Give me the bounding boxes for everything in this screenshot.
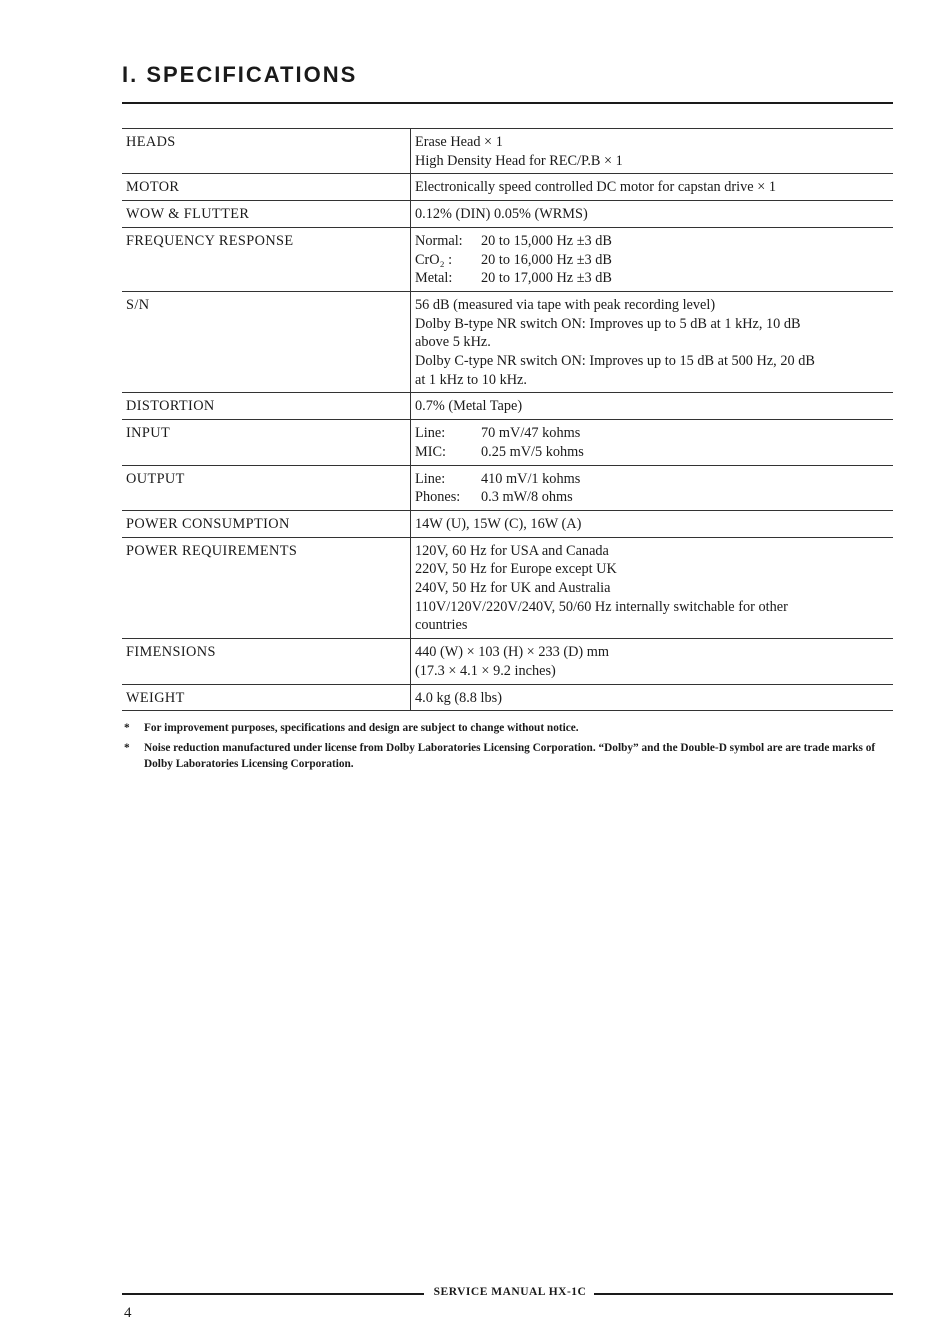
- spec-value: [411, 227, 894, 291]
- spec-row: [122, 227, 893, 291]
- spec-row: [122, 174, 893, 201]
- spec-row: [122, 201, 893, 228]
- spec-row: [122, 129, 893, 174]
- spec-value-key: Line:: [415, 470, 446, 487]
- spec-value-text: 410 mV/1 kohms: [481, 470, 581, 487]
- spec-label: DISTORTION: [122, 393, 411, 420]
- spec-label: FIMENSIONS: [122, 639, 411, 684]
- footer-rule-right: [594, 1293, 893, 1295]
- spec-row: [122, 537, 893, 639]
- spec-row: [122, 393, 893, 420]
- spec-value-key: Phones:: [415, 489, 461, 506]
- spec-value-text: 70 mV/47 kohms: [481, 425, 581, 442]
- spec-label: INPUT: [122, 420, 411, 465]
- spec-value-text: 0.3 mW/8 ohms: [481, 489, 573, 506]
- spec-value-key: Line:: [415, 425, 446, 442]
- spec-label: MOTOR: [122, 174, 411, 201]
- spec-row: [122, 465, 893, 510]
- spec-value-line: 440 (W) × 103 (H) × 233 (D) mm: [415, 644, 610, 661]
- spec-value-line: [415, 424, 889, 443]
- spec-value: [411, 291, 894, 393]
- spec-value: [411, 684, 894, 711]
- spec-value-line: countries: [415, 617, 468, 634]
- spec-label: POWER REQUIREMENTS: [122, 537, 411, 639]
- spec-row: [122, 420, 893, 465]
- spec-label: WOW & FLUTTER: [122, 201, 411, 228]
- spec-row: [122, 639, 893, 684]
- footnote-text: For improvement purposes, specifications and design are subject to change without notice.: [144, 722, 579, 734]
- spec-value: [411, 129, 894, 174]
- spec-value-line: [415, 488, 889, 507]
- spec-value: [411, 201, 894, 228]
- page-number: 4: [124, 1305, 132, 1321]
- section-title: I. SPECIFICATIONS: [122, 62, 358, 87]
- spec-row: [122, 291, 893, 393]
- spec-value-line: above 5 kHz.: [415, 334, 491, 351]
- footnote: [124, 720, 894, 736]
- spec-value-line: 56 dB (measured via tape with peak recording level): [415, 296, 716, 313]
- spec-label: FREQUENCY RESPONSE: [122, 227, 411, 291]
- spec-value-line: [415, 232, 889, 251]
- spec-value: [411, 465, 894, 510]
- spec-value-text: 20 to 15,000 Hz ±3 dB: [481, 232, 612, 249]
- spec-value-text: 20 to 16,000 Hz ±3 dB: [481, 251, 612, 268]
- page-footer: [122, 1285, 893, 1303]
- spec-value-line: [415, 470, 889, 489]
- spec-value-line: Electronically speed controlled DC motor for capstan drive × 1: [415, 179, 777, 196]
- spec-value-line: 0.12% (DIN) 0.05% (WRMS): [415, 206, 588, 223]
- spec-label: OUTPUT: [122, 465, 411, 510]
- spec-value-line: Erase Head × 1: [415, 134, 503, 150]
- spec-value-line: [415, 251, 889, 270]
- spec-value-line: 110V/120V/220V/240V, 50/60 Hz internally switchable for other: [415, 598, 788, 615]
- spec-value-key: Normal:: [415, 232, 463, 249]
- spec-value-line: [415, 443, 889, 462]
- spec-value-line: 4.0 kg (8.8 lbs): [415, 689, 502, 706]
- spec-value-line: Dolby B-type NR switch ON: Improves up to 5 dB at 1 kHz, 10 dB: [415, 315, 801, 332]
- spec-value-line: 0.7% (Metal Tape): [415, 398, 523, 415]
- spec-value-line: Dolby C-type NR switch ON: Improves up to 15 dB at 500 Hz, 20 dB: [415, 353, 815, 370]
- footnotes: [124, 720, 894, 776]
- footer-title: SERVICE MANUAL HX-1C: [433, 1286, 587, 1298]
- footnote: [124, 740, 894, 772]
- spec-value: [411, 537, 894, 639]
- spec-label: S/N: [122, 291, 411, 393]
- spec-row: [122, 510, 893, 537]
- spec-value-line: 120V, 60 Hz for USA and Canada: [415, 542, 609, 559]
- spec-row: [122, 684, 893, 711]
- spec-value: [411, 639, 894, 684]
- spec-value-text: 20 to 17,000 Hz ±3 dB: [481, 270, 612, 287]
- spec-value: [411, 420, 894, 465]
- spec-value-key: Metal:: [415, 270, 453, 287]
- spec-label: POWER CONSUMPTION: [122, 510, 411, 537]
- specifications-table: [122, 128, 893, 711]
- spec-value-key: CrO₂ :: [415, 251, 453, 268]
- footer-rule-left: [122, 1293, 424, 1295]
- spec-label: HEADS: [122, 129, 411, 174]
- spec-value: [411, 393, 894, 420]
- spec-value-text: 0.25 mV/5 kohms: [481, 443, 584, 460]
- title-rule: [122, 102, 893, 104]
- spec-value: [411, 510, 894, 537]
- spec-value-line: 220V, 50 Hz for Europe except UK: [415, 561, 617, 578]
- spec-value-line: (17.3 × 4.1 × 9.2 inches): [415, 662, 556, 679]
- spec-value-line: [415, 269, 889, 288]
- spec-label: WEIGHT: [122, 684, 411, 711]
- spec-value-line: High Density Head for REC/P.B × 1: [415, 152, 623, 169]
- specifications-table-body: [122, 129, 893, 711]
- footnote-mark: *: [124, 742, 130, 754]
- spec-value-line: 240V, 50 Hz for UK and Australia: [415, 580, 611, 597]
- spec-value-key: MIC:: [415, 443, 446, 460]
- spec-value-line: 14W (U), 15W (C), 16W (A): [415, 515, 582, 532]
- spec-value-line: at 1 kHz to 10 kHz.: [415, 371, 527, 388]
- footnote-text: Noise reduction manufactured under license from Dolby Laboratories Licensing Corporation. “Dolby” and the Double-D symbol are are trade marks of Dolby Laboratories Licensing Corporation.: [144, 742, 876, 770]
- footnote-mark: *: [124, 722, 130, 734]
- spec-value: [411, 174, 894, 201]
